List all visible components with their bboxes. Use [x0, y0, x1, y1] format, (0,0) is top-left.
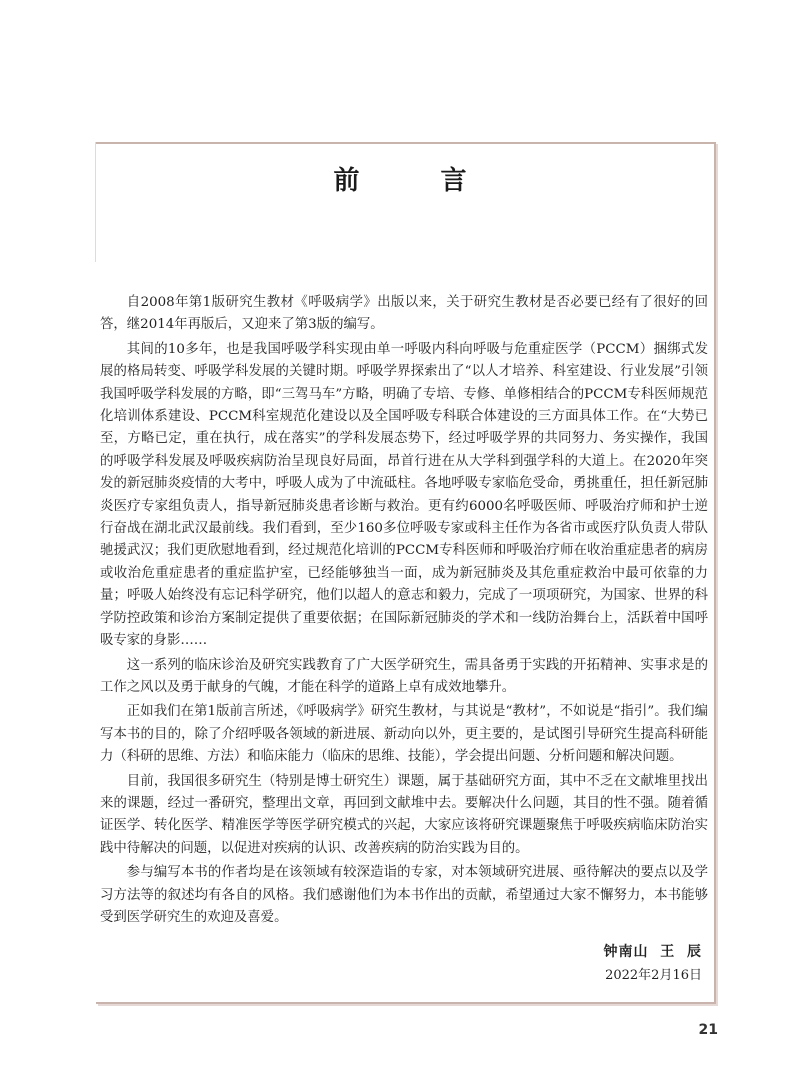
signature-block	[604, 940, 703, 988]
paragraph-4: 正如我们在第1版前言所述，《呼吸病学》研究生教材，与其说是“教材”，不如说是“指引”。我们编写本书的目的，除了介绍呼吸各领域的新进展、新动向以外，更主要的，是试图引导研究生提高科研能力（科研的思维、方法）和临床能力（临床的思维、技能），学会提出问题、分析问题和解决问题。	[100, 704, 708, 765]
paragraph-1: 自2008年第1版研究生教材《呼吸病学》出版以来，关于研究生教材是否必要已经有了很好的回答，继2014年再版后，又迎来了第3版的编写。	[100, 295, 708, 333]
paragraph-3: 这一系列的临床诊治及研究实践教育了广大医学研究生，需具备勇于实践的开拓精神、实事求是的工作之风以及勇于献身的气魄，才能在科学的道路上卓有成效地攀升。	[100, 657, 708, 695]
paragraph-2: 其间的10多年，也是我国呼吸学科实现由单一呼吸内科向呼吸与危重症医学（PCCM）捆绑式发展的格局转变、呼吸学科发展的关键时期。呼吸学界探索出了“以人才培养、科室建设、行业发展”引领我国呼吸学科发展的方略，即“三驾马车”方略，明确了专培、专修、单修相结合的PCCM专科医师规范化培训体系建设、PCCM科室规范化建设以及全国呼吸专科联合体建设的三方面具体工作。在“大势已至，方略已定，重在执行，成在落实”的学科发展态势下，经过呼吸学界的共同努力、务实操作，我国的呼吸学科发展及呼吸疾病防治呈现良好局面，昂首行进在从大学科到强学科的大道上。在2020年突发的新冠肺炎疫情的大考中，呼吸人成为了中流砥柱。各地呼吸专家临危受命，勇挑重任，担任新冠肺炎医疗专家组负责人，指导新冠肺炎患者诊断与救治。更有约6000名呼吸医师、呼吸治疗师和护士逆行奋战在湖北武汉最前线。我们看到，至少160多位呼吸专家或科主任作为各省市或医疗队负责人带队驰援武汉；我们更欣慰地看到，经过规范化培训的PCCM专科医师和呼吸治疗师在收治重症患者的病房或收治危重症患者的重症监护室，已经能够独当一面，成为新冠肺炎及其危重症救治中最可依靠的力量；呼吸人始终没有忘记科学研究，他们以超人的意志和毅力，完成了一项项研究，为国家、世界的科学防控政策和诊治方案制定提供了重要依据；在国际新冠肺炎的学术和一线防治舞台上，活跃着中国呼吸专家的身影……	[100, 341, 708, 649]
preface-body	[100, 292, 708, 931]
page-number: 21	[698, 1022, 718, 1038]
author-names: 钟南山 王 辰	[603, 944, 702, 960]
paragraph-6: 参与编写本书的作者均是在该领域有较深造诣的专家，对本领域研究进展、亟待解决的要点以及学习方法等的叙述均有各自的风格。我们感谢他们为本书作出的贡献，希望通过大家不懈努力，本书能够受到医学研究生的欢迎及喜爱。	[100, 865, 708, 925]
paragraph-5: 目前，我国很多研究生（特别是博士研究生）课题，属于基础研究方面，其中不乏在文献堆里找出来的课题，经过一番研究，整理出文章，再回到文献堆中去。要解决什么问题，其目的性不强。随着循证医学、转化医学、精准医学等医学研究模式的兴起，大家应该将研究课题聚焦于呼吸疾病临床防治实践中待解决的问题，以促进对疾病的认识、改善疾病的防治实践为目的。	[100, 773, 708, 856]
signature-date: 2022年2月16日	[605, 968, 702, 983]
page-title: 前 言	[333, 166, 503, 196]
